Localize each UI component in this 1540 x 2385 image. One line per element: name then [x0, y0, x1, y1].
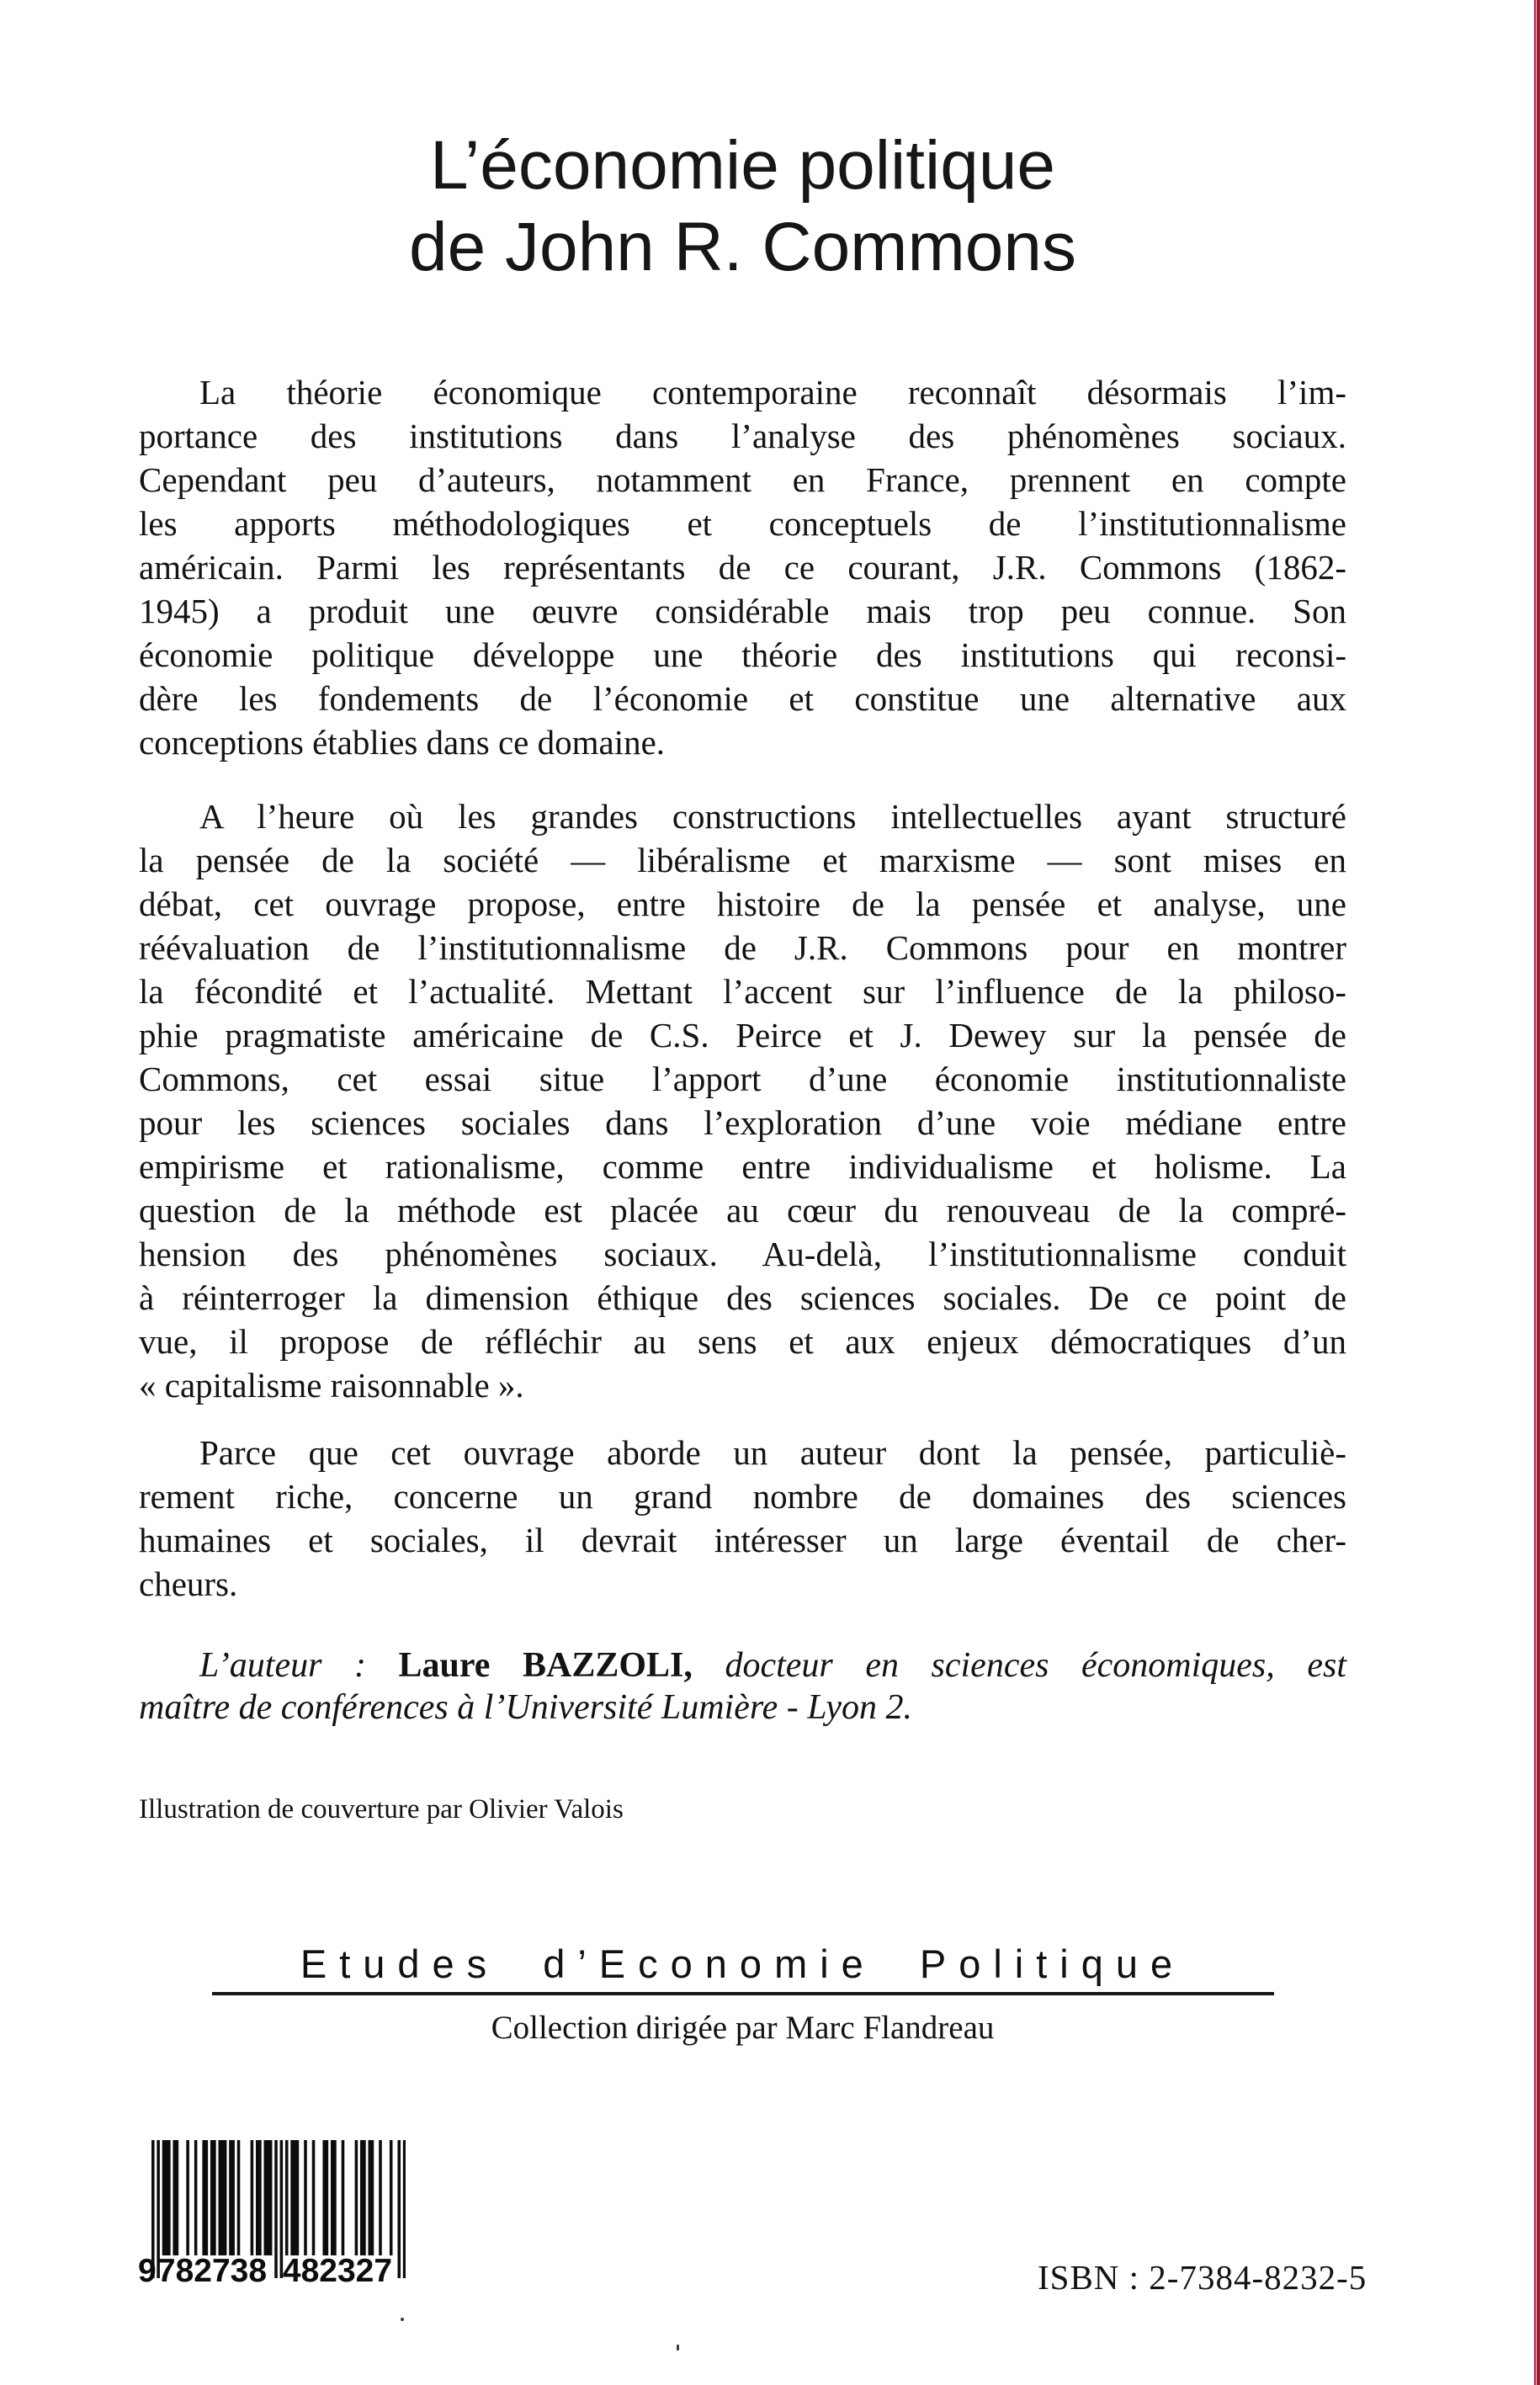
author-suffix: docteur en sciences économiques, est — [692, 1646, 1346, 1685]
author-note — [139, 1644, 1346, 1729]
body-line: débat, cet ouvrage propose, entre histoire de la pensée et analyse, une — [139, 884, 1346, 923]
body-line: la pensée de la société — libéralisme et marxisme — sont mises en — [139, 841, 1346, 879]
synopsis — [139, 370, 1346, 1606]
book-title — [139, 125, 1346, 288]
body-line: Cependant peu d’auteurs, notamment en France, prennent en compte — [139, 460, 1346, 499]
cover-edge-stripe — [1533, 0, 1540, 2385]
author-prefix: L’auteur : — [199, 1646, 399, 1685]
body-line: conceptions établies dans ce domaine. — [139, 723, 666, 762]
title-line-2: de John R. Commons — [408, 209, 1076, 285]
series-block — [139, 1941, 1346, 2048]
body-line: Parce que cet ouvrage aborde un auteur dont la pensée, particuliè- — [199, 1433, 1346, 1472]
isbn: ISBN : 2-7384-8232-5 — [1038, 2258, 1367, 2297]
body-line: pour les sciences sociales dans l’exploration d’une voie médiane entre — [139, 1103, 1346, 1142]
series-title: Etudes d’Economie Politique — [300, 1941, 1186, 1986]
barcode-digits-left: 782738 — [157, 2253, 268, 2289]
paragraph — [139, 794, 1346, 1407]
body-line: économie politique développe une théorie des institutions qui reconsi- — [139, 635, 1346, 674]
series-underline — [212, 1992, 1274, 1995]
paragraph — [139, 370, 1346, 764]
body-line: vue, il propose de réfléchir au sens et aux enjeux démocratiques d’un — [139, 1322, 1346, 1361]
ean-barcode — [138, 2140, 406, 2321]
body-line: « capitalisme raisonnable ». — [139, 1366, 524, 1405]
body-line: à réinterroger la dimension éthique des sciences sociales. De ce point de — [139, 1278, 1346, 1317]
body-line: la fécondité et l’actualité. Mettant l’accent sur l’influence de la philoso- — [139, 972, 1346, 1011]
body-line: humaines et sociales, il devrait intéresser un large éventail de cher- — [139, 1521, 1346, 1559]
author-line-1 — [139, 1644, 1346, 1686]
body-line: cheurs. — [139, 1564, 238, 1603]
title-line-1: L’économie politique — [429, 127, 1056, 204]
body-line: rement riche, concerne un grand nombre de domaines des sciences — [139, 1477, 1346, 1516]
body-line: empirisme et rationalisme, comme entre individualisme et holisme. La — [139, 1147, 1346, 1186]
body-line: portance des institutions dans l’analyse des phénomènes sociaux. — [139, 417, 1346, 455]
body-line: question de la méthode est placée au cœur du renouveau de la compré- — [139, 1191, 1346, 1230]
scan-speck — [677, 2345, 679, 2350]
body-line: réévaluation de l’institutionnalisme de J.R. Commons pour en montrer — [139, 928, 1346, 967]
body-line: La théorie économique contemporaine reconnaît désormais l’im- — [199, 373, 1346, 412]
body-line: les apports méthodologiques et conceptuels de l’institutionnalisme — [139, 504, 1346, 543]
author-name: Laure BAZZOLI, — [398, 1646, 693, 1685]
body-line: 1945) a produit une œuvre considérable mais trop peu connue. Son — [139, 592, 1346, 630]
body-line: A l’heure où les grandes constructions intellectuelles ayant structuré — [199, 797, 1346, 836]
paragraph — [139, 1431, 1346, 1606]
body-line: Commons, cet essai situe l’apport d’une économie institutionnaliste — [139, 1060, 1346, 1098]
scan-speck — [401, 2318, 404, 2321]
body-line: hension des phénomènes sociaux. Au-delà, l’institutionnalisme conduit — [139, 1235, 1346, 1273]
back-cover-text — [139, 370, 1346, 1826]
series-director: Collection dirigée par Marc Flandreau — [491, 2010, 995, 2046]
body-line: phie pragmatiste américaine de C.S. Peirce et J. Dewey sur la pensée de — [139, 1016, 1346, 1054]
barcode-digits-right: 482327 — [282, 2253, 393, 2289]
barcode-digit-lead: 9 — [138, 2253, 157, 2289]
body-line: américain. Parmi les représentants de ce courant, J.R. Commons (1862- — [139, 548, 1346, 587]
cover-illustration-credit: Illustration de couverture par Olivier Valois — [139, 1794, 624, 1825]
author-line-2: maître de conférences à l’Université Lumière - Lyon 2. — [139, 1688, 913, 1727]
body-line: dère les fondements de l’économie et constitue une alternative aux — [139, 679, 1346, 718]
